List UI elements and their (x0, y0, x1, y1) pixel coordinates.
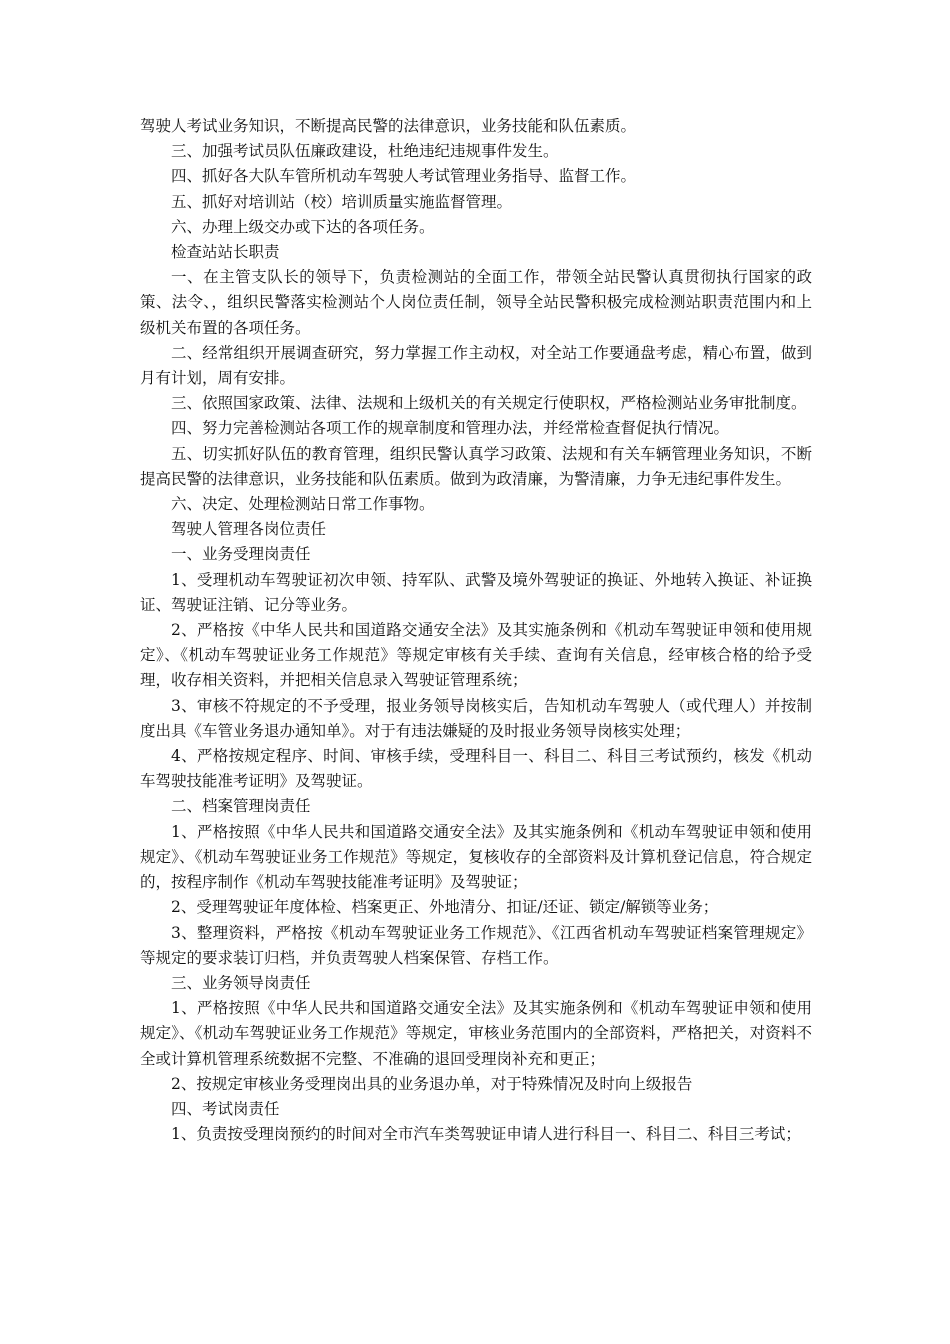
paragraph: 1、受理机动车驾驶证初次申领、持军队、武警及境外驾驶证的换证、外地转入换证、补证换证、驾驶证注销、记分等业务。 (140, 570, 812, 614)
paragraph: 四、抓好各大队车管所机动车驾驶人考试管理业务指导、监督工作。 (171, 167, 637, 186)
paragraph: 三、依照国家政策、法律、法规和上级机关的有关规定行使职权，严格检测站业务审批制度。 (171, 394, 807, 413)
paragraph: 1、严格按照《中华人民共和国道路交通安全法》及其实施条例和《机动车驾驶证申领和使用规定》、《机动车驾驶证业务工作规范》等规定，审核业务范围内的全部资料，严格把关，对资料不全或计算机管理系统数据不完整、不准确的退回受理岗补充和更正； (140, 999, 812, 1068)
paragraph: 4、严格按规定程序、时间、审核手续，受理科目一、科目二、科目三考试预约，核发《机动车驾驶技能准考证明》及驾驶证。 (140, 747, 812, 791)
subsection-heading: 四、考试岗责任 (171, 1099, 280, 1118)
section-heading: 驾驶人管理各岗位责任 (171, 520, 327, 539)
paragraph: 2、按规定审核业务受理岗出具的业务退办单，对于特殊情况及时向上级报告 (171, 1074, 693, 1093)
document-body (140, 114, 812, 1147)
subsection-heading: 二、档案管理岗责任 (171, 797, 311, 816)
paragraph: 四、努力完善检测站各项工作的规章制度和管理办法，并经常检查督促执行情况。 (171, 419, 730, 438)
subsection-heading: 一、业务受理岗责任 (171, 545, 311, 564)
paragraph: 五、抓好对培训站（校）培训质量实施监督管理。 (171, 192, 513, 211)
paragraph: 1、严格按照《中华人民共和国道路交通安全法》及其实施条例和《机动车驾驶证申领和使用规定》、《机动车驾驶证业务工作规范》等规定，复核收存的全部资料及计算机登记信息，符合规定的，按程序制作《机动车驾驶技能准考证明》及驾驶证； (140, 822, 812, 892)
paragraph: 三、加强考试员队伍廉政建设，杜绝违纪违规事件发生。 (171, 142, 559, 161)
paragraph: 六、决定、处理检测站日常工作事物。 (171, 495, 435, 514)
paragraph: 2、受理驾驶证年度体检、档案更正、外地清分、扣证/还证、锁定/解锁等业务； (171, 898, 719, 917)
paragraph: 六、办理上级交办或下达的各项任务。 (171, 217, 435, 236)
paragraph: 3、整理资料，严格按《机动车驾驶证业务工作规范》、《江西省机动车驾驶证档案管理规定》等规定的要求装订归档，并负责驾驶人档案保管、存档工作。 (140, 923, 812, 967)
paragraph: 五、切实抓好队伍的教育管理，组织民警认真学习政策、法规和有关车辆管理业务知识，不断提高民警的法律意识，业务技能和队伍素质。做到为政清廉，为警清廉，力争无违纪事件发生。 (140, 444, 812, 488)
paragraph: 驾驶人考试业务知识，不断提高民警的法律意识，业务技能和队伍素质。 (140, 117, 637, 135)
section-heading: 检查站站长职责 (171, 243, 280, 262)
paragraph: 2、严格按《中华人民共和国道路交通安全法》及其实施条例和《机动车驾驶证申领和使用规定》、《机动车驾驶证业务工作规范》等规定审核有关手续、查询有关信息，经审核合格的给予受理，收存相关资料，并把相关信息录入驾驶证管理系统； (140, 621, 812, 690)
paragraph: 1、负责按受理岗预约的时间对全市汽车类驾驶证申请人进行科目一、科目二、科目三考试； (171, 1125, 801, 1144)
subsection-heading: 三、业务领导岗责任 (171, 973, 311, 992)
paragraph: 3、审核不符规定的不予受理，报业务领导岗核实后，告知机动车驾驶人（或代理人）并按制度出具《车管业务退办通知单》。对于有违法嫌疑的及时报业务领导岗核实处理； (140, 696, 812, 740)
paragraph: 一、在主管支队长的领导下，负责检测站的全面工作，带领全站民警认真贯彻执行国家的政策、法令、，组织民警落实检测站个人岗位责任制，领导全站民警积极完成检测站职责范围内和上级机关布置的各项任务。 (140, 268, 812, 337)
paragraph: 二、经常组织开展调查研究，努力掌握工作主动权，对全站工作要通盘考虑，精心布置，做到月有计划，周有安排。 (140, 343, 812, 388)
